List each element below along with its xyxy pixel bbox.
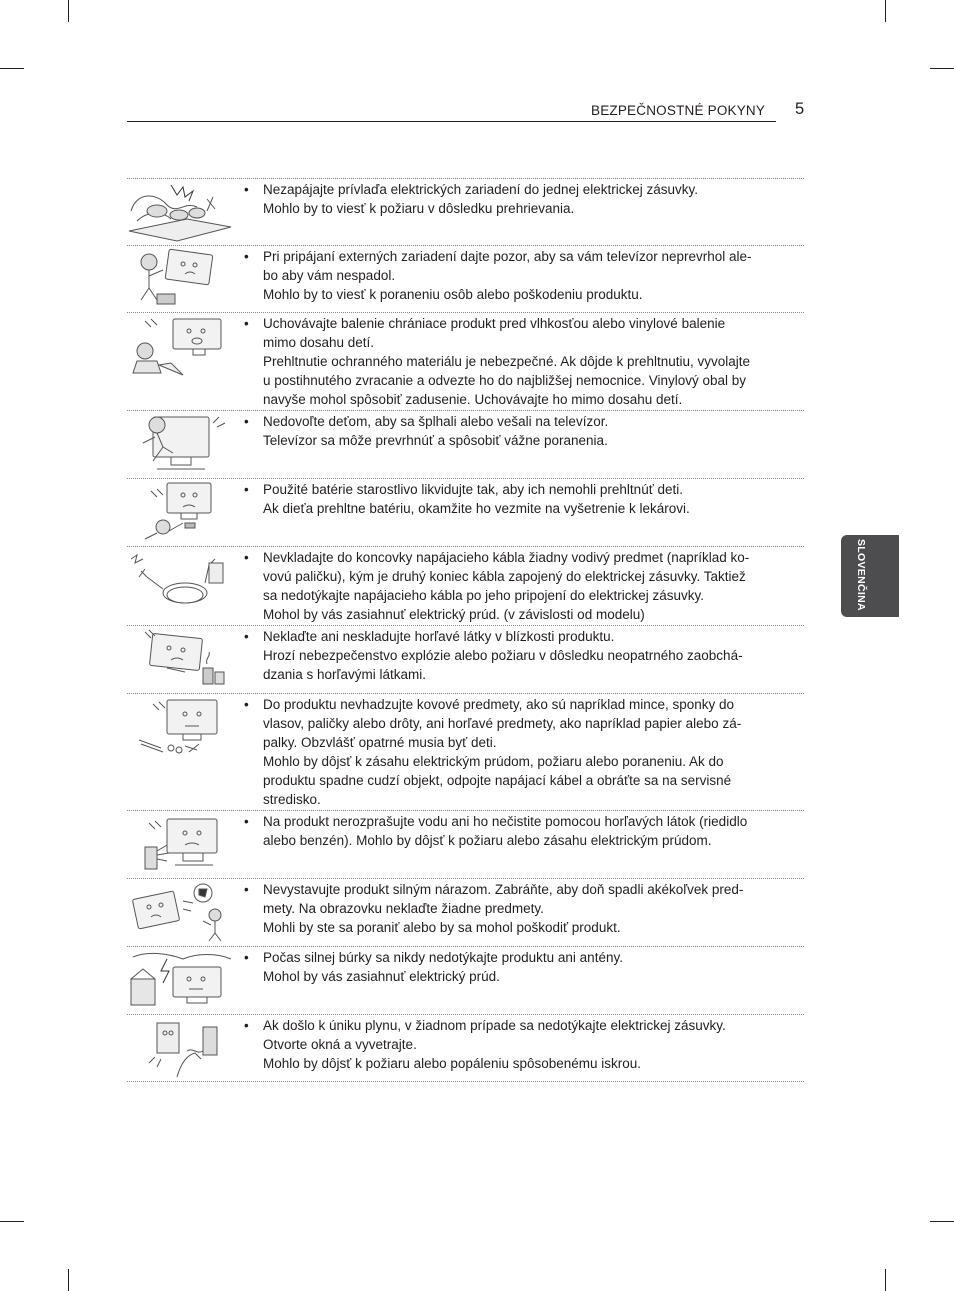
instruction-text: Na produkt nerozprašujte vodu ani ho nečistite pomocou horľavých látok (riedidlo alebo benzén). Mohlo by dôjsť k požiaru alebo zásahu elektrickým prúdom. xyxy=(263,814,748,848)
list-item xyxy=(127,312,804,410)
child-climbing-tv-icon xyxy=(127,413,235,475)
flammable-substances-icon xyxy=(127,628,235,690)
safety-instructions-list xyxy=(127,178,804,1082)
bullet: • xyxy=(244,414,249,429)
crop-mark xyxy=(885,0,886,22)
instruction-text: Nezapájajte prívlaďa elektrických zariadení do jednej elektrickej zásuvky. Mohlo by to viesť k požiaru v dôsledku prehrievania. xyxy=(263,182,699,216)
child-battery-icon xyxy=(127,481,235,543)
bullet: • xyxy=(244,697,249,712)
list-item xyxy=(127,878,804,946)
instruction-text: Neklaďte ani neskladujte horľavé látky v blízkosti produktu. Hrozí nebezpečenstvo explózie alebo požiaru v dôsledku neopatrného zaobchá- dzania s horľavými látkami. xyxy=(263,629,743,682)
list-item xyxy=(127,546,804,625)
section-title: BEZPEČNOSTNÉ POKYNY xyxy=(591,103,766,118)
instruction-text: Uchovávajte balenie chrániace produkt pred vlhkosťou alebo vinylové balenie mimo dosahu detí. Prehltnutie ochranného materiálu je nebezpečné. Ak dôjde k prehltnutiu, vyvolajte u postihnutého zvracanie a odvezte ho do najbližšej nemocnice. Vinylový obal by navyše mohol spôsobiť zadusenie. Uchovávajte ho mimo dosahu detí. xyxy=(263,316,751,407)
metal-objects-icon xyxy=(127,696,235,758)
language-tab xyxy=(841,535,899,617)
child-packaging-icon xyxy=(127,315,235,377)
list-item xyxy=(127,946,804,1014)
page-number: 5 xyxy=(795,100,805,118)
list-item xyxy=(127,1014,804,1082)
instruction-text: Do produktu nevhadzujte kovové predmety, ako sú napríklad mince, sponky do vlasov, paličky alebo drôty, ani horľavé predmety, ako napríklad papier alebo zá- palky. Obzvlášť opatrné musia byť deti. Mohlo by dôjsť k zásahu elektrickým prúdom, požiaru alebo poraneniu. Ak do produktu spadne cudzí objekt, odpojte napájací kábel a obráťte sa na servisné stredisko. xyxy=(263,697,742,807)
crop-mark xyxy=(68,1269,69,1291)
language-tab-label: SLOVENČINA xyxy=(855,539,867,611)
spray-cleaning-icon xyxy=(127,813,235,875)
ball-impact-icon xyxy=(127,881,235,943)
list-item xyxy=(127,693,804,810)
list-item xyxy=(127,478,804,546)
bullet: • xyxy=(244,249,249,264)
power-cable-conductor-icon xyxy=(127,549,235,611)
list-item xyxy=(127,810,804,878)
list-item xyxy=(127,245,804,312)
bullet: • xyxy=(244,482,249,497)
bullet: • xyxy=(244,182,249,197)
bullet: • xyxy=(244,814,249,829)
bullet: • xyxy=(244,1018,249,1033)
bullet: • xyxy=(244,882,249,897)
instruction-text: Nedovoľte deťom, aby sa šplhali alebo vešali na televízor. Televízor sa môže prevrhnúť a spôsobiť vážne poranenia. xyxy=(263,414,609,448)
instruction-text: Nevystavujte produkt silným nárazom. Zabráňte, aby doň spadli akékoľvek pred- mety. Na obrazovku neklaďte žiadne predmety. Mohli by ste sa poraniť alebo by sa mohol poškodiť produkt. xyxy=(263,882,744,935)
crop-mark xyxy=(68,0,69,22)
list-item xyxy=(127,625,804,693)
instruction-text: Pri pripájaní externých zariadení dajte pozor, aby sa vám televízor neprevrhol ale- bo aby vám nespadol. Mohlo by to viesť k poraneniu osôb alebo poškodeniu produktu. xyxy=(263,249,752,302)
crop-mark xyxy=(930,1221,954,1222)
bullet: • xyxy=(244,950,249,965)
power-strip-overload-icon xyxy=(127,181,235,243)
crop-mark xyxy=(930,68,954,69)
tv-tipping-child-icon xyxy=(127,248,235,310)
bullet: • xyxy=(244,316,249,331)
instruction-text: Použité batérie starostlivo likvidujte tak, aby ich nemohli prehltnúť deti. Ak dieťa prehltne batériu, okamžite ho vezmite na vyšetrenie k lekárovi. xyxy=(263,482,690,516)
crop-mark xyxy=(0,1221,24,1222)
instruction-text: Nevkladajte do koncovky napájacieho kábla žiadny vodivý predmet (napríklad ko- vovú paličku), kým je druhý koniec kábla zapojený do elektrickej zásuvky. Taktiež sa nedotýkajte napájacieho kábla po jeho pripojení do elektrickej zásuvky. Mohol by vás zasiahnuť elektrický prúd. (v závislosti od modelu) xyxy=(263,550,750,622)
header-rule xyxy=(127,121,776,122)
instruction-text: Ak došlo k úniku plynu, v žiadnom prípade sa nedotýkajte elektrickej zásuvky. Otvorte okná a vyvetrajte. Mohlo by dôjsť k požiaru alebo popáleniu spôsobenému iskrou. xyxy=(263,1018,726,1071)
bullet: • xyxy=(244,550,249,565)
crop-mark xyxy=(0,68,24,69)
list-item xyxy=(127,178,804,245)
instruction-text: Počas silnej búrky sa nikdy nedotýkajte produktu ani antény. Mohol by vás zasiahnuť elektrický prúd. xyxy=(263,950,623,984)
crop-mark xyxy=(885,1269,886,1291)
gas-leak-icon xyxy=(127,1017,235,1079)
list-item xyxy=(127,410,804,478)
bullet: • xyxy=(244,629,249,644)
lightning-storm-icon xyxy=(127,949,235,1011)
